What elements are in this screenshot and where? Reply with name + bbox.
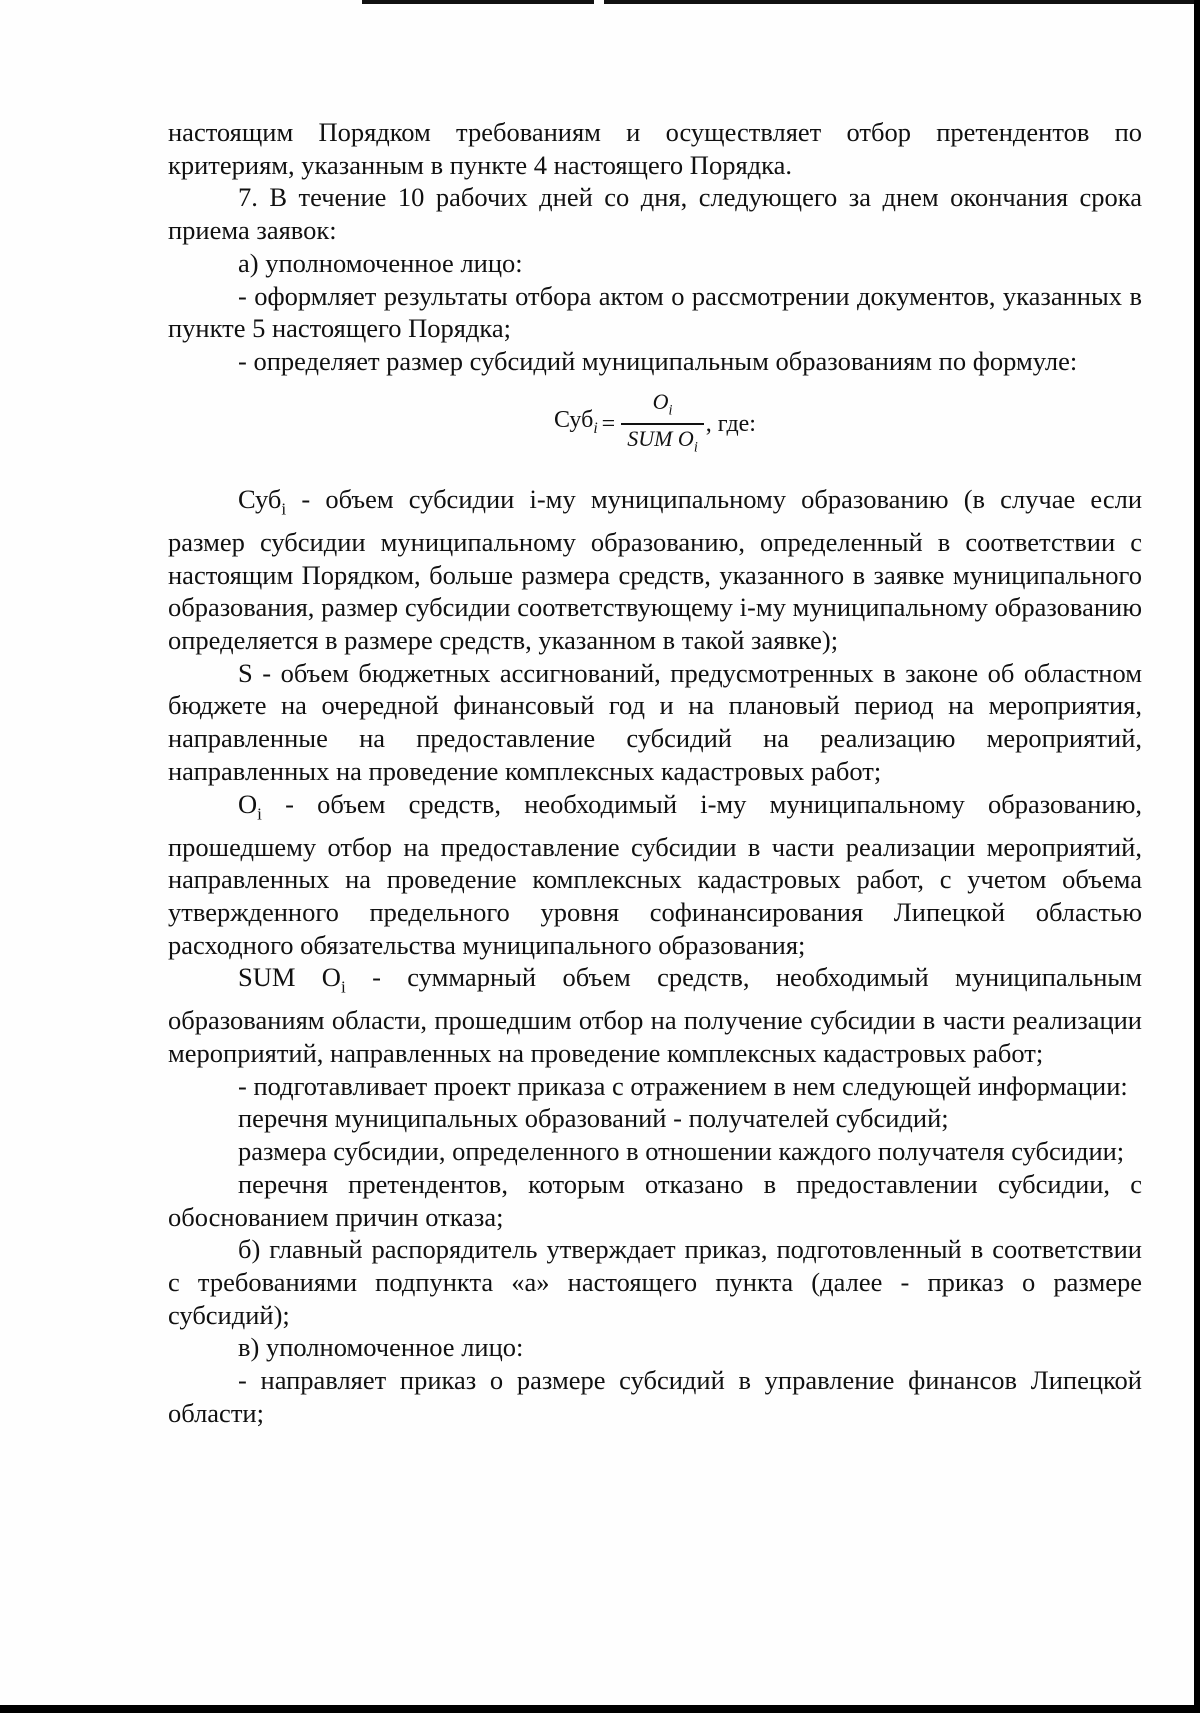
formula-fraction <box>621 389 704 461</box>
top-edge-line-right <box>604 0 1200 4</box>
paragraph-o-i-definition: $O_i$ - объем средств, необходимый i-му муниципальному образованию, прошедшему отбор на предоставление субсидии в части реализации мероприятий, направленных на проведение комплексных кадастровых работ, с учетом объема утвержденного предельного уровня софинансирования Липецкой областью расходного обязательства муниципального образования; <box>168 788 1142 960</box>
formula-equals: = <box>601 411 616 438</box>
paragraph-sum-o-i-definition: SUM $O_i$ - суммарный объем средств, необходимый муниципальным образованиям области, прошедшим отбор на получение субсидии в части реализации мероприятий, направленных на проведение комплексных кадастровых работ; <box>168 962 1142 1069</box>
right-scan-edge <box>1194 0 1200 1713</box>
document-body <box>168 116 1142 1429</box>
paragraph-s-definition: S - объем бюджетных ассигнований, предусмотренных в законе об областном бюджете на очередной финансовый год и на плановый период на мероприятия, направленные на предоставление субсидий на реализацию мероприятий, направленных на проведение комплексных кадастровых работ; <box>168 657 1142 786</box>
formula-denominator: SUM $O_i$ <box>627 425 698 455</box>
paragraph-subsidy-size: размера субсидии, определенного в отношении каждого получателя субсидии; <box>238 1136 1125 1167</box>
formula-suffix: , где: <box>705 411 756 438</box>
subsidy-formula <box>168 389 1142 461</box>
paragraph-refusals: перечня претендентов, которым отказано в предоставлении субсидии, с обоснованием причин отказа; <box>168 1168 1142 1232</box>
paragraph-1: настоящим Порядком требованиям и осуществляет отбор претендентов по критериям, указанным в пункте 4 настоящего Порядка. <box>168 117 1142 180</box>
paragraph-sub-i-definition: Суб$_i$ - объем субсидии i-му муниципальному образованию (в случае если размер субсидии муниципальному образованию, определенный в соответствии с настоящим Порядком, больше размера средств, указанного в заявке муниципального образования, размер субсидии соответствующему i-му муниципальному образованию определяется в размере средств, указанном в такой заявке); <box>168 483 1142 656</box>
paragraph-act-results: - оформляет результаты отбора актом о рассмотрении документов, указанных в пункте 5 настоящего Порядка; <box>168 280 1142 344</box>
paragraph-prepare-order: - подготавливает проект приказа с отражением в нем следующей информации: <box>238 1070 1128 1101</box>
bottom-scan-edge <box>0 1705 1200 1713</box>
formula-numerator: $O_i$ <box>652 388 673 419</box>
top-edge-line-left <box>362 0 594 4</box>
paragraph-item-7: 7. В течение 10 рабочих дней со дня, следующего за днем окончания срока приема заявок: <box>168 182 1142 246</box>
paragraph-subitem-b: б) главный распорядитель утверждает приказ, подготовленный в соответствии с требованиями подпункта «а» настоящего пункта (далее - приказ о размере субсидий); <box>168 1234 1142 1330</box>
paragraph-subitem-a: а) уполномоченное лицо: <box>238 247 523 278</box>
paragraph-subitem-v: в) уполномоченное лицо: <box>238 1332 524 1363</box>
formula-lhs: Суб$_i$ <box>554 407 598 437</box>
paragraph-formula-intro: - определяет размер субсидий муниципальным образованиям по формуле: <box>238 345 1078 376</box>
paragraph-list-municipalities: перечня муниципальных образований - получателей субсидий; <box>238 1103 949 1134</box>
paragraph-send-order: - направляет приказ о размере субсидий в управление финансов Липецкой области; <box>168 1365 1142 1428</box>
